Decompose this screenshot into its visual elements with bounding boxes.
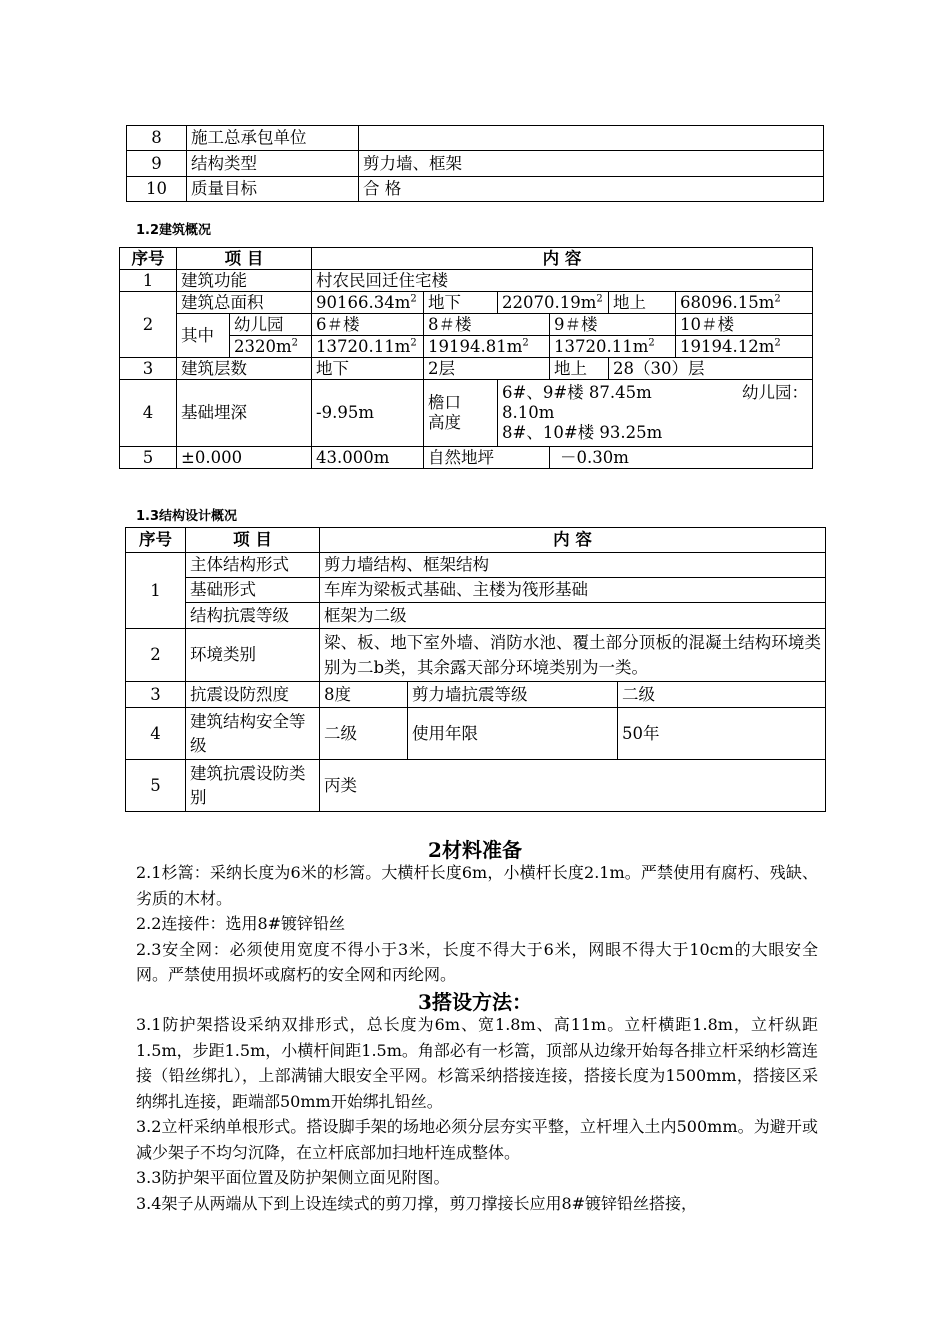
- table-row: [120, 292, 813, 314]
- section-title-3: 3搭设方法：: [418, 990, 532, 1014]
- paragraph: 3.4架子从两端从下到上设连续式的剪刀撑，剪刀撑接长应用8#镀锌铅丝搭接，: [136, 1193, 698, 1213]
- cell-item: 基础埋深: [177, 380, 312, 447]
- paragraph: 2.3安全网：必须使用宽度不得小于3米，长度不得大于6米，网眼不得大于10cm的大眼安全网。严禁使用损坏或腐朽的安全网和丙纶网。: [136, 939, 818, 984]
- cell-building-6-area: $13720.11m^2$: [312, 336, 424, 358]
- table-row: [126, 603, 826, 629]
- cell-item: 建筑层数: [177, 358, 312, 380]
- cell-item: 建筑抗震设防类别: [186, 760, 320, 812]
- table-row: [126, 760, 826, 812]
- cell-content: [359, 126, 824, 151]
- table-row: [120, 447, 813, 469]
- cell-content: 车库为梁板式基础、主楼为筏形基础: [320, 578, 826, 603]
- cell-building-10: 10＃楼: [676, 314, 813, 336]
- cell-no: 3: [120, 358, 177, 380]
- cell-content: 村农民回迁住宅楼: [312, 270, 813, 292]
- table-structural-design: [125, 527, 826, 812]
- cell-underground-floors: 2层: [424, 358, 550, 380]
- paragraph: 3.2立杆采纳单根形式。搭设脚手架的场地必须分层夯实平整，立杆埋入土内500mm。为避开或减少架子不均匀沉降，在立杆底部加扫地杆连成整体。: [136, 1117, 818, 1162]
- cell-no: 1: [126, 553, 186, 629]
- header-item: 项 目: [177, 248, 312, 270]
- eave-line-1-kindergarten: 幼儿园：: [742, 383, 808, 402]
- cell-building-10-area: $19194.12m^2$: [676, 336, 813, 358]
- cell-no: 5: [120, 447, 177, 469]
- cell-no: 2: [120, 292, 177, 358]
- cell-no: 1: [120, 270, 177, 292]
- header-item: 项 目: [186, 528, 320, 553]
- table-header-row: [120, 248, 813, 270]
- cell-safety-grade: 二级: [320, 708, 408, 760]
- eave-line-1: 6#、9#楼 87.45m: [502, 383, 652, 402]
- cell-among-label: 其中: [177, 314, 230, 358]
- cell-no: 5: [126, 760, 186, 812]
- cell-intensity: 8度: [320, 682, 408, 708]
- cell-content: 丙类: [320, 760, 826, 812]
- table-row: [120, 358, 813, 380]
- cell-item: 主体结构形式: [186, 553, 320, 578]
- cell-no: 8: [127, 126, 187, 151]
- paragraph: 3.3防护架平面位置及防护架侧立面见附图。: [136, 1168, 450, 1187]
- table-header-row: [126, 528, 826, 553]
- cell-no: 4: [126, 708, 186, 760]
- paragraph: 3.1防护架搭设采纳双排形式，总长度为6m、宽1.8m、高11m。立杆横距1.8m，立杆纵距1.5m，步距1.5m，小横杆间距1.5m。角部必有一杉篙，顶部从边缘开始每各排立杆采纳杉篙连接（铅丝绑扎），上部满铺大眼安全平网。杉篙采纳搭接连接，搭接长度为1500mm，搭接区采纳绑扎连接，距端部50mm开始绑扎铅丝。: [136, 1015, 818, 1111]
- cell-item: 抗震设防烈度: [186, 682, 320, 708]
- cell-content: 剪力墙、框架: [359, 151, 824, 177]
- cell-item: 建筑总面积: [177, 292, 312, 314]
- cell-eave-height-label: 檐口高度: [424, 380, 498, 447]
- cell-content: 梁、板、地下室外墙、消防水池、覆土部分顶板的混凝土结构环境类别为二b类，其余露天部分环境类别为一类。: [320, 629, 826, 682]
- cell-natural-ground-value: －0.30m: [550, 447, 813, 469]
- cell-service-life-label: 使用年限: [408, 708, 618, 760]
- eave-line-2: 8.10m: [502, 403, 555, 422]
- header-no: 序号: [120, 248, 177, 270]
- cell-aboveground-label: 地上: [550, 358, 609, 380]
- section-3-body: [136, 1012, 818, 1216]
- cell-item: 建筑结构安全等级: [186, 708, 320, 760]
- cell-eave-heights: [498, 380, 813, 447]
- cell-content: 框架为二级: [320, 603, 826, 629]
- paragraph: 2.1杉篙：采纳长度为6米的杉篙。大横杆长度6m，小横杆长度2.1m。严禁使用有腐朽、残缺、劣质的木材。: [136, 863, 818, 908]
- cell-underground-label: 地下: [424, 292, 498, 314]
- cell-no: 2: [126, 629, 186, 682]
- cell-building-9-area: $13720.11m^2$: [550, 336, 676, 358]
- cell-item: 质量目标: [187, 177, 359, 202]
- cell-aboveground-floors: 28（30）层: [609, 358, 813, 380]
- table-row: [126, 578, 826, 603]
- cell-aboveground-label: 地上: [609, 292, 676, 314]
- cell-building-8: 8＃楼: [424, 314, 550, 336]
- section-2-body: [136, 860, 818, 988]
- cell-underground-area: $22070.19m^2$: [498, 292, 609, 314]
- cell-shear-wall-label: 剪力墙抗震等级: [408, 682, 618, 708]
- cell-no: 3: [126, 682, 186, 708]
- cell-kindergarten: 幼儿园: [230, 314, 312, 336]
- cell-content: 合 格: [359, 177, 824, 202]
- header-content: 内 容: [312, 248, 813, 270]
- cell-building-8-area: $19194.81m^2$: [424, 336, 550, 358]
- cell-content: 剪力墙结构、框架结构: [320, 553, 826, 578]
- cell-aboveground-area: $68096.15m^2$: [676, 292, 813, 314]
- table-row: [127, 151, 824, 177]
- section-heading-1-2: 1.2建筑概况: [136, 223, 212, 238]
- cell-foundation-depth: -9.95m: [312, 380, 424, 447]
- cell-underground-label: 地下: [312, 358, 424, 380]
- table-row: [120, 270, 813, 292]
- table-project-info-continued: [126, 125, 824, 202]
- cell-building-6: 6＃楼: [312, 314, 424, 336]
- cell-no: 4: [120, 380, 177, 447]
- cell-item: 结构类型: [187, 151, 359, 177]
- cell-item: 建筑功能: [177, 270, 312, 292]
- cell-kindergarten-area: $2320m^2$: [230, 336, 312, 358]
- cell-item: 结构抗震等级: [186, 603, 320, 629]
- cell-item: 环境类别: [186, 629, 320, 682]
- table-row: [126, 708, 826, 760]
- table-row: [127, 126, 824, 151]
- table-row: [126, 682, 826, 708]
- cell-item: 施工总承包单位: [187, 126, 359, 151]
- table-row: [127, 177, 824, 202]
- paragraph: 2.2连接件：选用8#镀锌铅丝: [136, 914, 346, 933]
- table-row: [126, 629, 826, 682]
- header-no: 序号: [126, 528, 186, 553]
- cell-no: 9: [127, 151, 187, 177]
- table-row: [126, 553, 826, 578]
- section-heading-1-3: 1.3结构设计概况: [136, 509, 238, 524]
- cell-service-life: 50年: [618, 708, 826, 760]
- table-building-overview: [119, 247, 813, 469]
- eave-line-3: 8#、10#楼 93.25m: [502, 423, 663, 442]
- cell-natural-ground-label: 自然地坪: [424, 447, 550, 469]
- table-row: [120, 380, 813, 447]
- table-row: [120, 314, 813, 336]
- cell-no: 10: [127, 177, 187, 202]
- cell-item: ±0.000: [177, 447, 312, 469]
- cell-shear-wall-grade: 二级: [618, 682, 826, 708]
- header-content: 内 容: [320, 528, 826, 553]
- cell-elevation: 43.000m: [312, 447, 424, 469]
- cell-item: 基础形式: [186, 578, 320, 603]
- section-title-2: 2材料准备: [428, 838, 522, 862]
- cell-total-area: $90166.34m^2$: [312, 292, 424, 314]
- cell-building-9: 9＃楼: [550, 314, 676, 336]
